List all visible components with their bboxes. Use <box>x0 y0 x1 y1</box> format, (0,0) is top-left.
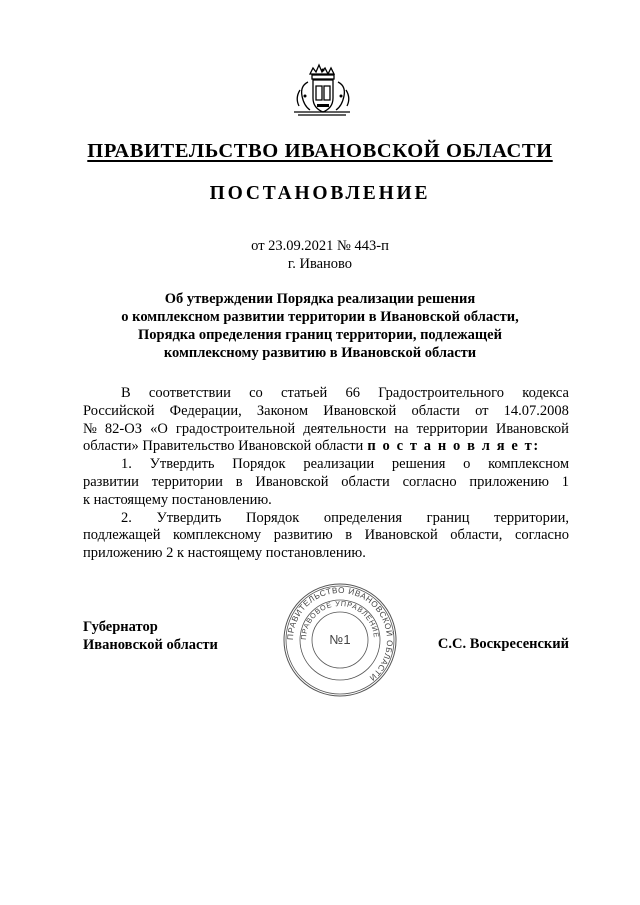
seal-number: №1 <box>329 632 351 647</box>
position-line: Ивановской области <box>83 637 218 653</box>
seal-outer-text: ПРАВИТЕЛЬСТВО ИВАНОВСКОЙ ОБЛАСТИ <box>285 585 395 683</box>
body-line: Российской Федерации, Законом Ивановской области от 14.07.2008 <box>83 402 569 419</box>
body-line: области» Правительство Ивановской области п о с т а н о в л я е т: <box>83 438 540 455</box>
body-line: № 82-ОЗ «О градостроительной деятельности на территории Ивановской <box>83 420 569 437</box>
date-number-line: от 23.09.2021 № 443-п <box>251 238 389 254</box>
body-line: к настоящему постановлению. <box>83 491 272 508</box>
body-line: 1. Утвердить Порядок реализации решения о комплексном <box>121 456 569 473</box>
body-line: приложению 2 к настоящему постановлению. <box>83 545 366 562</box>
subject-line: комплексному развитию в Ивановской области <box>163 345 477 361</box>
subject-line: Об утверждении Порядка реализации решения <box>164 291 476 307</box>
signatory-position <box>83 618 218 654</box>
city-line: г. Иваново <box>287 256 353 272</box>
body-line: 2. Утвердить Порядок определения границ территории, <box>121 509 569 526</box>
body-line: подлежащей комплексному развитию в Ивановской области, согласно <box>83 527 569 544</box>
signatory-name: С.С. Воскресенский <box>437 636 569 652</box>
subject-line: о комплексном развитии территории в Ивановской области, <box>121 309 519 325</box>
body-line: развитии территории в Ивановской области согласно приложению 1 <box>83 473 569 490</box>
coat-of-arms-icon <box>286 60 358 120</box>
official-seal-stamp <box>282 582 398 698</box>
resolves-word: п о с т а н о в л я е т: <box>367 438 540 455</box>
body-line: В соответствии со статьей 66 Градостроительного кодекса <box>121 385 569 401</box>
document-subject <box>70 290 570 362</box>
position-line: Губернатор <box>83 619 158 635</box>
government-title: ПРАВИТЕЛЬСТВО ИВАНОВСКОЙ ОБЛАСТИ <box>87 140 553 162</box>
subject-line: Порядка определения границ территории, подлежащей <box>138 327 502 343</box>
document-body <box>83 385 569 563</box>
seal-inner-text: ПРАВОВОЕ УПРАВЛЕНИЕ <box>298 598 382 641</box>
document-kind-title: ПОСТАНОВЛЕНИЕ <box>209 183 431 204</box>
